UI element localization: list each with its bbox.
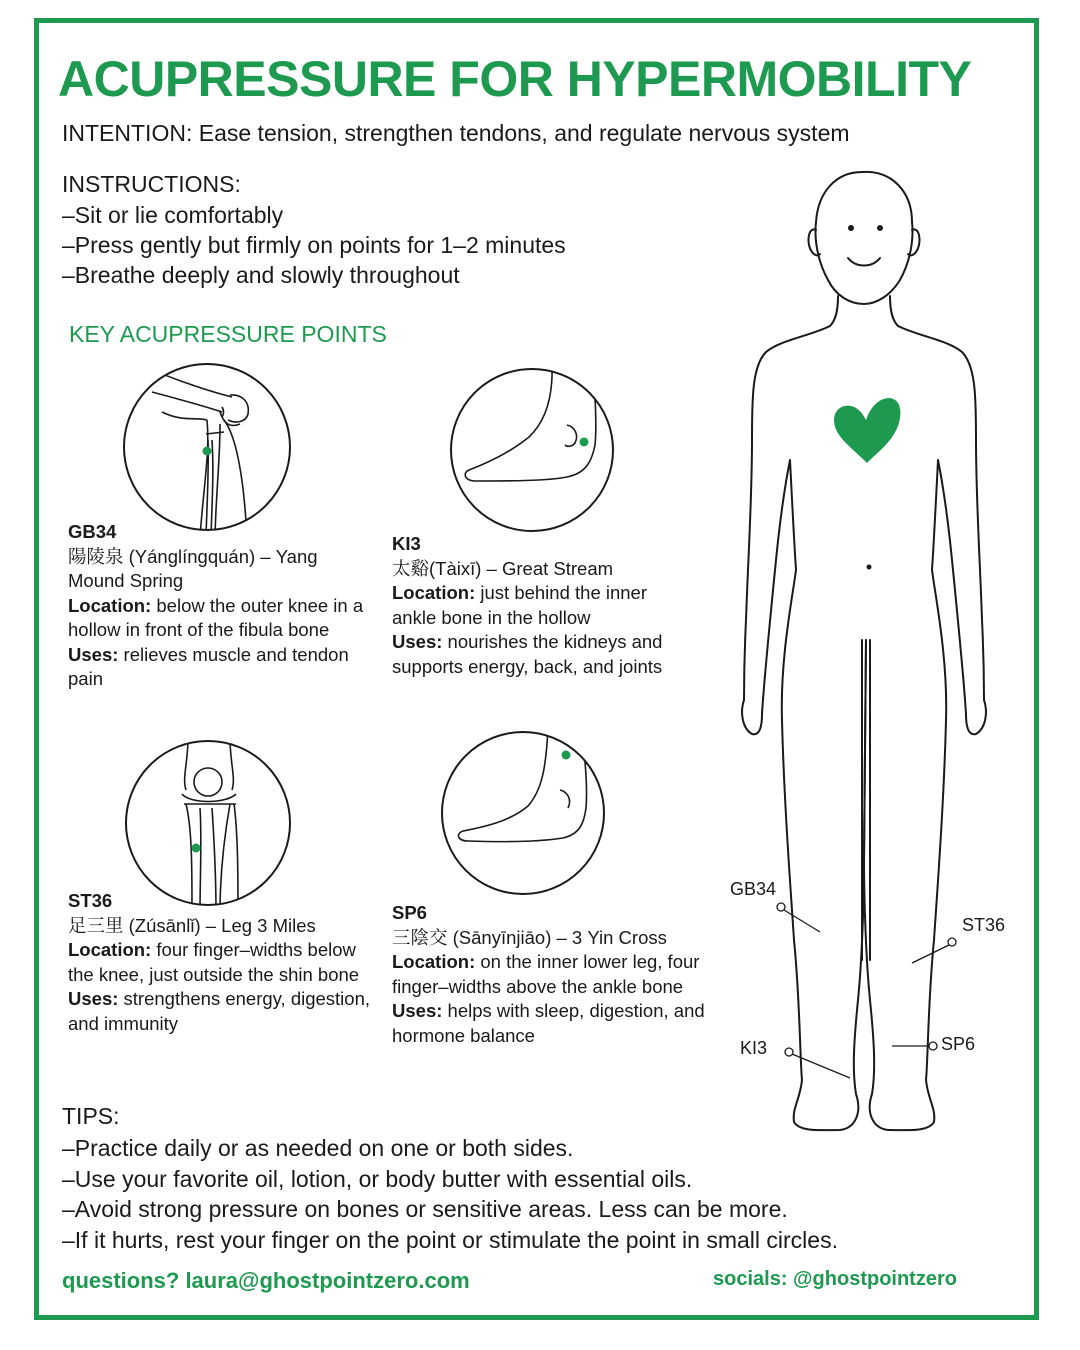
key-points-heading: KEY ACUPRESSURE POINTS <box>69 321 387 347</box>
point-location: just behind the inner ankle bone in the hollow <box>392 582 648 628</box>
point-ki3 <box>392 532 692 679</box>
tip-item: –Use your favorite oil, lotion, or body butter with essential oils. <box>62 1165 693 1192</box>
point-uses: helps with sleep, digestion, and hormone balance <box>392 1000 705 1046</box>
body-label-ki3: KI3 <box>740 1038 768 1058</box>
right-eye <box>877 225 883 231</box>
point-uses: relieves muscle and tendon pain <box>68 643 349 689</box>
point-code: SP6 <box>392 902 427 923</box>
instruction-item: –Press gently but firmly on points for 1–2 minutes <box>62 232 566 258</box>
tip-item: –Avoid strong pressure on bones or sensitive areas. Less can be more. <box>62 1196 788 1222</box>
sp6-point-marker <box>562 751 571 760</box>
point-sp6 <box>392 901 712 1048</box>
uses-label: Uses: <box>392 631 443 652</box>
ankle-inner-diagram <box>447 365 617 535</box>
instructions-heading: INSTRUCTIONS: <box>62 171 241 197</box>
instruction-item: –Breathe deeply and slowly throughout <box>62 262 460 288</box>
knee-side-diagram <box>112 362 302 532</box>
tips-heading: TIPS: <box>62 1103 120 1129</box>
knee-front-diagram <box>120 738 296 908</box>
location-label: Location: <box>68 594 152 616</box>
point-name: 足三里 (Zúsānlǐ) – Leg 3 Miles <box>68 914 316 936</box>
uses-label: Uses: <box>68 988 119 1009</box>
point-code: ST36 <box>68 890 113 911</box>
tip-item: –If it hurts, rest your finger on the point or stimulate the point in small circles. <box>62 1226 838 1253</box>
ki3-point-marker <box>580 438 589 447</box>
contact-email[interactable]: questions? laura@ghostpointzero.com <box>62 1268 470 1293</box>
uses-label: Uses: <box>68 643 119 665</box>
left-eye <box>848 225 854 231</box>
st36-point-marker <box>192 844 201 853</box>
body-label-st36: ST36 <box>962 915 1006 935</box>
point-code: GB34 <box>68 521 117 542</box>
instructions-list <box>62 200 566 290</box>
lower-leg-diagram <box>438 728 608 898</box>
body-label-sp6: SP6 <box>941 1034 976 1054</box>
point-name: 陽陵泉 (Yánglíngquán) – Yang Mound Spring <box>68 545 318 591</box>
point-gb34 <box>68 520 378 692</box>
gb34-point-marker <box>203 447 212 456</box>
point-uses: strengthens energy, digestion, and immunity <box>68 988 371 1034</box>
point-uses: nourishes the kidneys and supports energy, back, and joints <box>392 631 663 677</box>
tips-list <box>62 1133 838 1255</box>
socials-handle[interactable]: socials: @ghostpointzero <box>713 1268 957 1290</box>
body-label-gb34: GB34 <box>730 879 777 899</box>
point-code: KI3 <box>392 533 421 554</box>
point-location: four finger–widths below the knee, just outside the shin bone <box>68 939 360 985</box>
intention-label: INTENTION <box>62 120 186 146</box>
point-st36 <box>68 889 378 1036</box>
intention-line <box>62 120 850 147</box>
intention-text: : Ease tension, strengthen tendons, and regulate nervous system <box>185 120 850 146</box>
point-name: 太谿(Tàixī) – Great Stream <box>392 557 614 579</box>
tip-item: –Practice daily or as needed on one or both sides. <box>62 1135 574 1161</box>
point-location: on the inner lower leg, four finger–widths above the ankle bone <box>392 951 700 997</box>
location-label: Location: <box>392 951 476 972</box>
uses-label: Uses: <box>392 1000 443 1021</box>
location-label: Location: <box>68 939 152 960</box>
location-label: Location: <box>392 582 476 603</box>
point-location: below the outer knee in a hollow in front of the fibula bone <box>68 594 364 640</box>
page-title: ACUPRESSURE FOR HYPERMOBILITY <box>58 51 972 107</box>
instruction-item: –Sit or lie comfortably <box>62 202 284 228</box>
navel <box>867 565 872 570</box>
body-outline <box>720 160 1020 1140</box>
heart-icon <box>834 398 900 463</box>
point-name: 三陰交 (Sānyīnjiāo) – 3 Yin Cross <box>392 926 667 948</box>
